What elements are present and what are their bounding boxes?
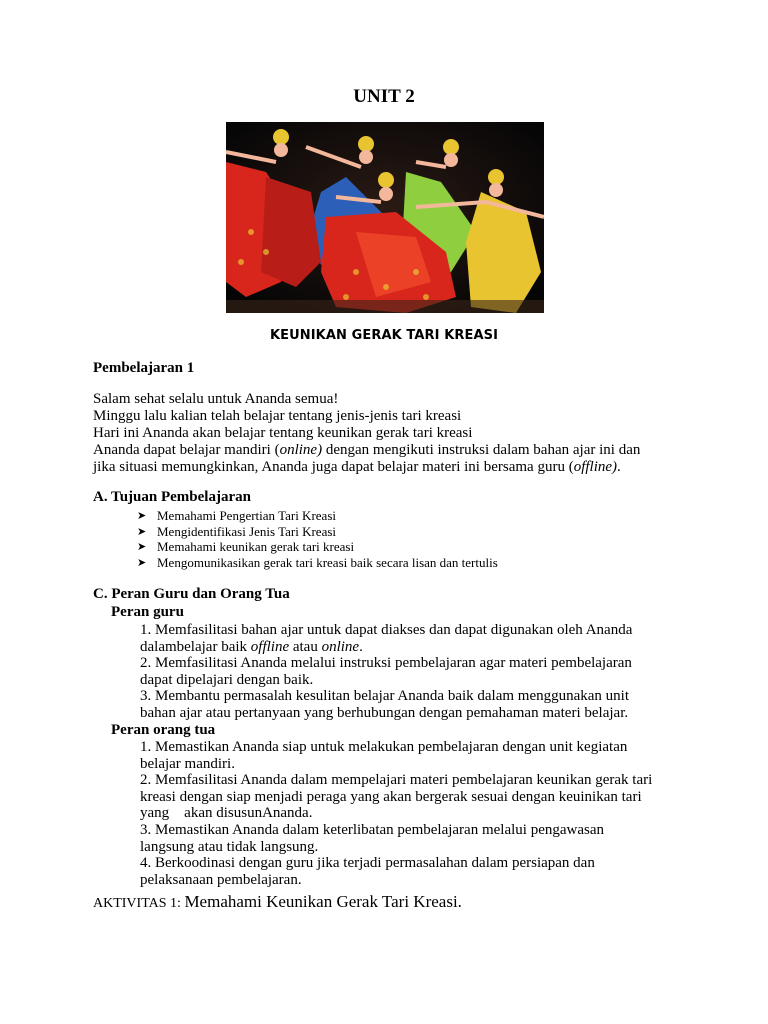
lesson-heading: Pembelajaran 1	[93, 360, 195, 376]
list-text: atau	[289, 638, 322, 655]
list-item	[137, 508, 498, 524]
section-a-heading: A. Tujuan Pembelajaran	[93, 489, 251, 505]
offline-term: offline)	[573, 459, 618, 475]
intro-line: Salam sehat selalu untuk Ananda semua!	[93, 391, 339, 407]
list-line	[140, 639, 680, 656]
list-line: 1. Memastikan Ananda siap untuk melakukan pembelajaran dengan unit kegiatan	[140, 739, 628, 755]
list-line: pelaksanaan pembelajaran.	[140, 871, 302, 888]
intro-line: Hari ini Ananda akan belajar tentang keunikan gerak tari kreasi	[93, 425, 473, 441]
list-line: belajar mandiri.	[140, 755, 235, 772]
list-line: langsung atau tidak langsung.	[140, 838, 319, 855]
list-line: 4. Berkoodinasi dengan guru jika terjadi permasalahan dalam persiapan dan	[140, 855, 595, 872]
list-text: .	[359, 638, 363, 655]
list-item	[137, 555, 498, 571]
dance-photo	[226, 122, 544, 313]
peran-orang-tua-list	[140, 739, 680, 888]
list-item	[137, 539, 498, 555]
aktivitas-title: Memahami Keunikan Gerak Tari Kreasi.	[184, 892, 462, 911]
document-title: KEUNIKAN GERAK TARI KREASI	[269, 328, 499, 343]
list-item-text: Memahami Pengertian Tari Kreasi	[157, 508, 336, 523]
list-line: yang akan disusunAnanda.	[140, 805, 313, 822]
list-line: bahan ajar atau pertanyaan yang berhubungan dengan pemahaman materi belajar.	[140, 704, 629, 721]
list-item	[137, 524, 498, 540]
intro-text: jika situasi memungkinkan, Ananda juga dapat belajar materi ini bersama guru (	[93, 459, 574, 475]
section-c-heading: C. Peran Guru dan Orang Tua	[93, 586, 290, 602]
list-text: dalambelajar baik	[140, 638, 251, 655]
list-line: 2. Memfasilitasi Ananda dalam mempelajari materi pembelajaran keunikan gerak tari	[140, 772, 653, 789]
list-line: dapat dipelajari dengan baik.	[140, 671, 314, 688]
unit-title: UNIT 2	[353, 86, 415, 107]
offline-term: offline	[250, 638, 290, 655]
arrow-bullet-icon: ➤	[137, 555, 147, 569]
intro-paragraph	[93, 391, 640, 476]
peran-guru-list	[140, 622, 680, 722]
aktivitas-heading	[93, 892, 462, 912]
list-line: 3. Memastikan Ananda dalam keterlibatan pembelajaran melalui pengawasan	[140, 821, 604, 838]
objectives-list	[137, 508, 498, 570]
list-line: 2. Memfasilitasi Ananda melalui instruksi pembelajaran agar materi pembelajaran	[140, 655, 632, 672]
list-line: 3. Membantu permasalah kesulitan belajar Ananda baik dalam menggunakan unit	[140, 688, 630, 705]
peran-guru-heading: Peran guru	[111, 604, 184, 620]
aktivitas-label: AKTIVITAS 1:	[93, 896, 185, 911]
intro-line: Minggu lalu kalian telah belajar tentang jenis-jenis tari kreasi	[93, 408, 462, 424]
arrow-bullet-icon: ➤	[137, 540, 147, 554]
peran-orang-tua-heading: Peran orang tua	[111, 722, 216, 738]
online-term: online	[321, 638, 360, 655]
intro-text: dengan mengikuti instruksi dalam bahan ajar ini dan	[322, 442, 641, 458]
list-item-text: Mengidentifikasi Jenis Tari Kreasi	[157, 523, 337, 539]
arrow-bullet-icon: ➤	[137, 509, 147, 522]
arrow-bullet-icon: ➤	[137, 524, 147, 538]
intro-text: Ananda dapat belajar mandiri (	[93, 442, 280, 458]
list-item-text: Mengomunikasikan gerak tari kreasi baik secara lisan dan tertulis	[157, 554, 498, 570]
intro-line	[93, 442, 640, 459]
list-item-text: Memahami keunikan gerak tari kreasi	[157, 539, 355, 555]
intro-text: .	[617, 459, 621, 475]
online-term: online)	[279, 442, 323, 458]
intro-line	[93, 459, 640, 476]
list-line: 1. Memfasilitasi bahan ajar untuk dapat diakses dan dapat digunakan oleh Ananda	[140, 622, 633, 638]
list-line: kreasi dengan siap menjadi peraga yang akan bergerak sesuai dengan keuinikan tari	[140, 788, 642, 805]
